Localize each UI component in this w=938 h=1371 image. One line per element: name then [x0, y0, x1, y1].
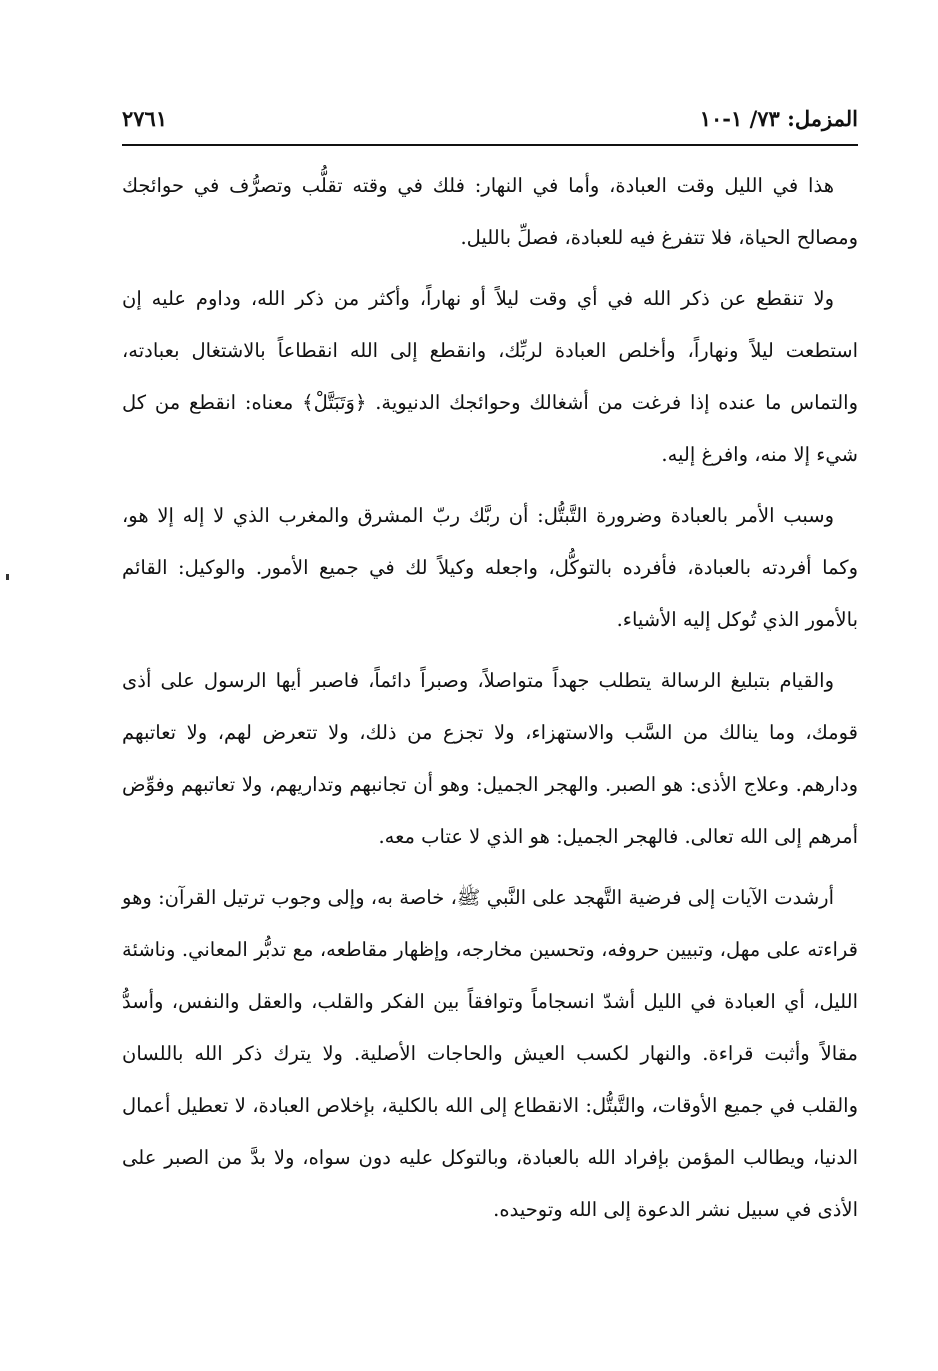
page-number: ٢٧٦١: [122, 105, 168, 131]
header-divider: [122, 144, 858, 146]
page-header: [122, 98, 858, 138]
main-text: [122, 160, 858, 1245]
running-title: المزمل: ٧٣/ ١-١٠: [699, 105, 858, 131]
paragraph-2: ولا تنقطع عن ذكر الله في أي وقت ليلاً أو نهاراً، وأكثر من ذكر الله، وداوم عليه إن استطعت ليلاً ونهاراً، وأخلص العبادة لربِّك، وانقطع إلى الله انقطاعاً بالاشتغال بعبادته، والتماس ما عنده إذا فرغت من أشغالك وحوائجك الدنيوية. ﴿وَتَبَتَّلْ﴾ معناه: انقطع من كل شيء إلا منه، وافرغ إليه.: [122, 287, 858, 466]
paragraph-5: أرشدت الآيات إلى فرضية التَّهجد على النَّبي ﷺ، خاصة به، وإلى وجوب ترتيل القرآن: وهو قراءته على مهل، وتبيين حروفه، وتحسين مخارجه، وإظهار مقاطعه، مع تدبُّر المعاني. وناشئة الليل، أي العبادة في الليل أشدّ انسجاماً وتوافقاً بين الفكر والقلب، والعقل والنفس، وأسدُّ مقالاً وأثبت قراءة. والنهار لكسب العيش والحاجات الأصلية. ولا يترك ذكر الله باللسان والقلب في جميع الأوقات، والتَّبتُّل: الانقطاع إلى الله بالكلية، بإخلاص العبادة، لا تعطيل أعمال الدنيا، ويطالب المؤمن بإفراد الله بالعبادة، وبالتوكل عليه دون سواه، ولا بدَّ من الصبر على الأذى في سبيل نشر الدعوة إلى الله وتوحيده.: [122, 886, 858, 1221]
scan-margin-mark: [6, 574, 9, 580]
paragraph-4: والقيام بتبليغ الرسالة يتطلب جهداً متواصلاً، وصبراً دائماً، فاصبر أيها الرسول على أذى قومك، وما ينالك من السَّب والاستهزاء، ولا تجزع من ذلك، ولا تتعرض لهم، ولا تعاتبهم ودارهم. وعلاج الأذى: هو الصبر. والهجر الجميل: وهو أن تجانبهم وتداريهم، ولا تعاتبهم وفوِّض أمرهم إلى الله تعالى. فالهجر الجميل: هو الذي لا عتاب معه.: [122, 669, 858, 848]
paragraph-3: وسبب الأمر بالعبادة وضرورة التَّبتُّل: أن ربَّك ربّ المشرق والمغرب الذي لا إله إلا هو، وكما أفردته بالعبادة، فأفرده بالتوكُّل، واجعله وكيلاً لك في جميع الأمور. والوكيل: القائم بالأمور الذي تُوكل إليه الأشياء.: [122, 504, 858, 631]
paragraph-1: هذا في الليل وقت العبادة، وأما في النهار: فلك في وقته تقلُّب وتصرُّف في حوائجك ومصالح الحياة، فلا تتفرغ فيه للعبادة، فصلِّ بالليل.: [122, 174, 858, 249]
